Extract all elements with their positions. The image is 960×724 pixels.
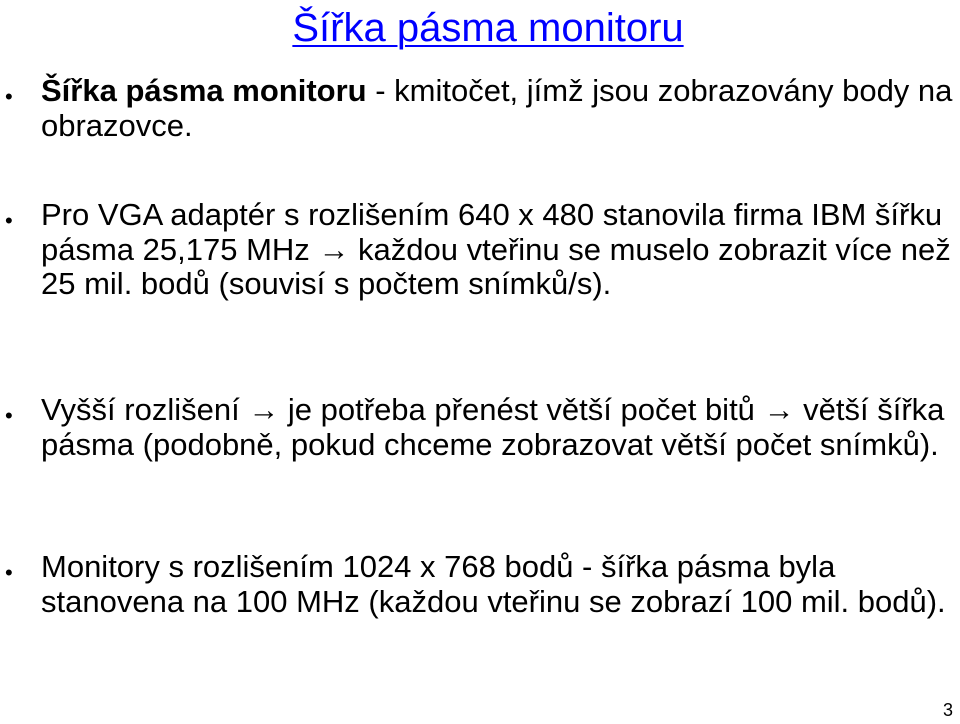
bullet-dot-icon: •: [5, 560, 13, 585]
bullet-text: Monitory s rozlišením 1024 x 768 bodů - šířka pásma byla stanovena na 100 MHz (každou vteřinu se zobrazí 100 mil. bodů).: [41, 549, 946, 619]
bullet-dot-icon: •: [5, 403, 13, 428]
slide-title-text: Šířka pásma monitoru: [292, 6, 684, 50]
bullet-bold-term: Šířka pásma monitoru: [41, 73, 367, 108]
bullet-text: [41, 74, 953, 143]
bullet-text: Pro VGA adaptér s rozlišením 640 x 480 stanovila firma IBM šířku pásma 25,175 MHz → každou vteřinu se muselo zobrazit více než 25 mil. bodů (souvisí s počtem snímků/s).: [41, 197, 951, 301]
bullet-text: Vyšší rozlišení → je potřeba přenést větší počet bitů → větší šířka pásma (podobně, pokud chceme zobrazovat větší počet snímků).: [41, 392, 945, 462]
slide-title: [0, 4, 960, 52]
bullet-dot-icon: •: [5, 208, 13, 233]
page-number: 3: [942, 700, 953, 720]
bullet-dot-icon: •: [5, 84, 13, 109]
bullet-rest-text: - kmitočet, jímž jsou zobrazovány body na obrazovce.: [41, 73, 953, 143]
